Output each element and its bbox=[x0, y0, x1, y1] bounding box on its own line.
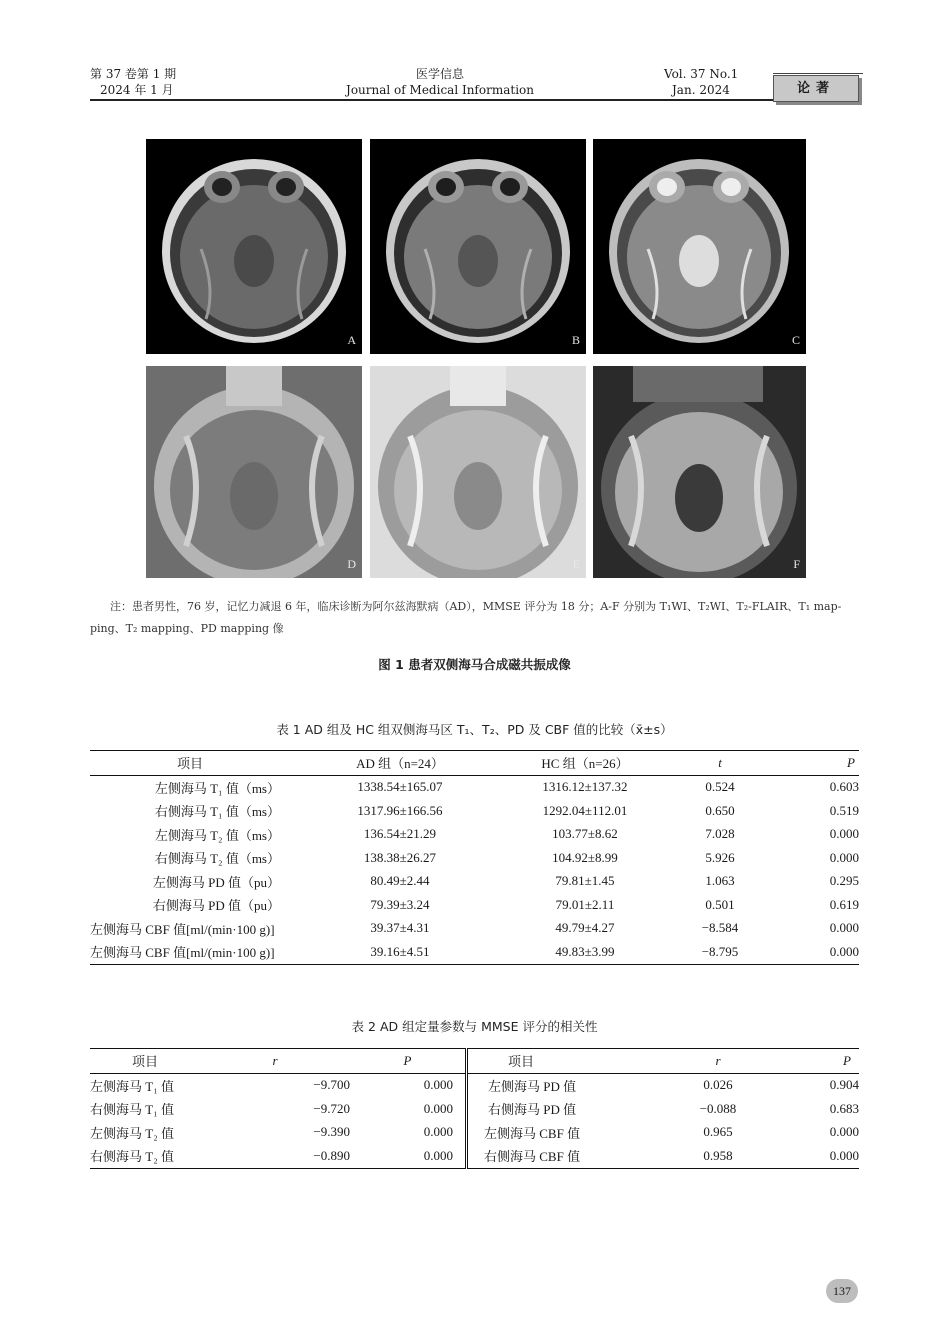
table-row: 右侧海马 T₁ 值 −9.720 0.000 右侧海马 PD 值 −0.088 0.683 bbox=[90, 1097, 859, 1121]
journal-volume: 第 37 卷第 1 期 bbox=[90, 67, 177, 81]
table2 bbox=[90, 1048, 859, 1169]
table2-header: P bbox=[350, 1049, 467, 1074]
tag-rule bbox=[773, 73, 863, 74]
journal-volume-en: Vol. 37 No.1 bbox=[664, 67, 739, 81]
table-row: 右侧海马 T₂ 值 −0.890 0.000 右侧海马 CBF 值 0.958 0.000 bbox=[90, 1144, 859, 1168]
mri-panel-a bbox=[146, 139, 362, 354]
header-rule bbox=[90, 99, 773, 101]
panel-label: C bbox=[791, 333, 800, 347]
journal-date-en: Jan. 2024 bbox=[672, 83, 730, 97]
panel-label: F bbox=[793, 557, 800, 571]
panel-label: E bbox=[572, 557, 580, 571]
table2-title: 表 2 AD 组定量参数与 MMSE 评分的相关性 bbox=[351, 1019, 598, 1034]
table2-header: P bbox=[778, 1049, 859, 1074]
table1-header: HC 组（n=26） bbox=[510, 751, 660, 776]
mri-panel-e bbox=[370, 366, 586, 578]
table-row: 右侧海马 T₂ 值（ms） 138.38±26.27 104.92±8.99 5.926 0.000 bbox=[154, 849, 859, 867]
panel-label: B bbox=[571, 333, 580, 347]
table1-title: 表 1 AD 组及 HC 组双侧海马区 T₁、T₂、PD 及 CBF 值的比较（x̄±s） bbox=[276, 722, 673, 737]
figure-caption: 图 1 患者双侧海马合成磁共振成像 bbox=[378, 657, 571, 672]
journal-name-cn: 医学信息 bbox=[415, 67, 464, 81]
page-number: 137 bbox=[826, 1279, 858, 1303]
mri-panel-c bbox=[593, 139, 806, 354]
table-row: 右侧海马 PD 值（pu） 79.39±3.24 79.01±2.11 0.501 0.619 bbox=[152, 896, 859, 914]
table-row: 右侧海马 T₁ 值（ms） 1317.96±166.56 1292.04±112.01 0.650 0.519 bbox=[154, 802, 859, 820]
mri-panel-f bbox=[593, 366, 806, 578]
figure-note-line1: 注：患者男性，76 岁，记忆力减退 6 年，临床诊断为阿尔兹海默病（AD），MMSE 评分为 18 分；A-F 分别为 T₁WI、T₂WI、T₂-FLAIR、T₁ map- bbox=[110, 600, 842, 613]
table1-header: AD 组（n=24） bbox=[290, 751, 510, 776]
table-row: 左侧海马 PD 值（pu） 80.49±2.44 79.81±1.45 1.063 0.295 bbox=[152, 873, 859, 890]
journal-name-en: Journal of Medical Information bbox=[346, 83, 534, 97]
table2-header: 项目 bbox=[90, 1049, 200, 1074]
table-row: 左侧海马 T₁ 值（ms） 1338.54±165.07 1316.12±137.32 0.524 0.603 bbox=[154, 779, 859, 796]
table-row: 左侧海马 CBF 值[ml/(min·100 g)] 39.16±4.51 49.83±3.99 −8.795 0.000 bbox=[90, 940, 859, 964]
table2-header: 项目 bbox=[467, 1049, 659, 1074]
table2-header: r bbox=[658, 1049, 778, 1074]
panel-label: A bbox=[347, 333, 356, 347]
mri-panel-d bbox=[146, 366, 362, 578]
table2-header: r bbox=[200, 1049, 350, 1074]
table1-header: t bbox=[660, 751, 780, 776]
panel-label: D bbox=[347, 557, 356, 571]
table-row: 左侧海马 CBF 值[ml/(min·100 g)] 39.37±4.31 49.79±4.27 −8.584 0.000 bbox=[90, 920, 859, 937]
section-tag: 论著 bbox=[773, 75, 859, 102]
table-row: 左侧海马 T₂ 值 −9.390 0.000 左侧海马 CBF 值 0.965 0.000 bbox=[90, 1121, 859, 1145]
table-row: 左侧海马 T₁ 值 −9.700 0.000 左侧海马 PD 值 0.026 0.904 bbox=[90, 1073, 859, 1097]
table-row: 左侧海马 T₂ 值（ms） 136.54±21.29 103.77±8.62 7.028 0.000 bbox=[154, 826, 859, 843]
journal-date-cn: 2024 年 1 月 bbox=[100, 83, 174, 97]
mri-panel-b bbox=[370, 139, 586, 354]
table1-header: P bbox=[780, 751, 859, 776]
figure-note-line2: ping、T₂ mapping、PD mapping 像 bbox=[90, 622, 284, 635]
table1 bbox=[90, 750, 859, 965]
table1-header: 项目 bbox=[90, 751, 290, 776]
